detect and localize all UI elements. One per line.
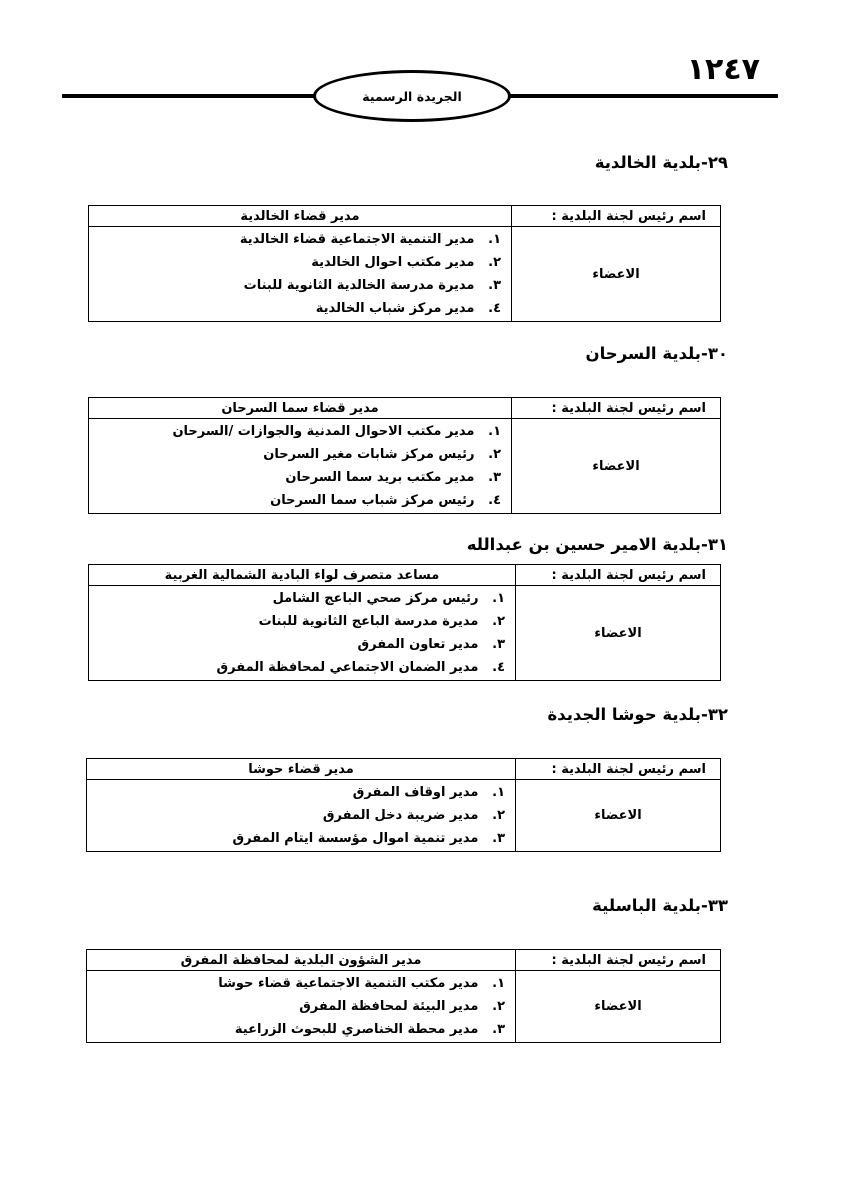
section-title-32: ٣٢-بلدية حوشا الجديدة bbox=[547, 705, 728, 724]
member-text: مديرة مدرسة الخالدية الثانوية للبنات bbox=[243, 278, 475, 293]
member-number: ١. bbox=[492, 591, 505, 606]
member-text: مدير الضمان الاجتماعي لمحافظة المفرق bbox=[216, 660, 479, 675]
list-item bbox=[93, 972, 505, 995]
member-number: ٢. bbox=[492, 614, 505, 629]
member-text: رئيس مركز شابات مغير السرحان bbox=[263, 447, 475, 462]
members-list bbox=[87, 971, 516, 1043]
members-row bbox=[89, 227, 721, 322]
members-row bbox=[87, 780, 721, 852]
section-title-29: ٢٩-بلدية الخالدية bbox=[594, 153, 728, 172]
chair-label: اسم رئيس لجنة البلدية : bbox=[516, 759, 721, 780]
members-row bbox=[87, 971, 721, 1043]
gazette-title-oval bbox=[313, 70, 511, 122]
member-text: مدير التنمية الاجتماعية قضاء الخالدية bbox=[239, 232, 475, 247]
chair-row bbox=[89, 206, 721, 227]
member-text: مدير البيئة لمحافظة المفرق bbox=[299, 999, 479, 1014]
municipality-table-31 bbox=[88, 564, 721, 681]
section-title-31: ٣١-بلدية الامير حسين بن عبدالله bbox=[466, 535, 728, 554]
gazette-title: الجريدة الرسمية bbox=[362, 88, 462, 104]
section-title-33: ٣٣-بلدية الباسلية bbox=[592, 896, 728, 915]
member-number: ٣. bbox=[492, 831, 505, 846]
member-text: رئيس مركز صحي الباعج الشامل bbox=[272, 591, 479, 606]
member-number: ٢. bbox=[488, 447, 501, 462]
members-list bbox=[89, 227, 512, 322]
list-item bbox=[95, 420, 501, 443]
member-number: ٣. bbox=[492, 637, 505, 652]
member-text: مدير اوقاف المفرق bbox=[352, 785, 479, 800]
list-item bbox=[95, 587, 505, 610]
chair-name: مدير الشؤون البلدية لمحافظة المفرق bbox=[87, 950, 516, 971]
members-label: الاعضاء bbox=[516, 971, 721, 1043]
members-list bbox=[89, 419, 512, 514]
member-number: ٣. bbox=[492, 1022, 505, 1037]
member-text: مدير محطة الخناصري للبحوث الزراعية bbox=[234, 1022, 479, 1037]
chair-row bbox=[89, 565, 721, 586]
member-number: ٤. bbox=[488, 301, 501, 316]
list-item bbox=[93, 995, 505, 1018]
member-number: ٣. bbox=[488, 278, 501, 293]
list-item bbox=[93, 1018, 505, 1041]
members-list bbox=[89, 586, 516, 681]
page-number: ١٢٤٧ bbox=[686, 52, 760, 87]
members-row bbox=[89, 586, 721, 681]
member-number: ٤. bbox=[488, 493, 501, 508]
municipality-table-32 bbox=[86, 758, 721, 852]
members-label: الاعضاء bbox=[512, 419, 721, 514]
list-item bbox=[95, 228, 501, 251]
member-number: ٣. bbox=[488, 470, 501, 485]
members-label: الاعضاء bbox=[512, 227, 721, 322]
chair-name: مدير قضاء حوشا bbox=[87, 759, 516, 780]
member-text: مدير مكتب التنمية الاجتماعية قضاء حوشا bbox=[218, 976, 479, 991]
members-label: الاعضاء bbox=[516, 586, 721, 681]
list-item bbox=[93, 781, 505, 804]
list-item bbox=[93, 827, 505, 850]
member-text: رئيس مركز شباب سما السرحان bbox=[270, 493, 475, 508]
member-number: ٢. bbox=[488, 255, 501, 270]
municipality-table-33 bbox=[86, 949, 721, 1043]
chair-label: اسم رئيس لجنة البلدية : bbox=[512, 398, 721, 419]
member-text: مدير ضريبة دخل المفرق bbox=[322, 808, 479, 823]
list-item bbox=[95, 443, 501, 466]
member-text: مدير مكتب احوال الخالدية bbox=[311, 255, 475, 270]
municipality-table-30 bbox=[88, 397, 721, 514]
chair-label: اسم رئيس لجنة البلدية : bbox=[512, 206, 721, 227]
member-number: ١. bbox=[488, 232, 501, 247]
chair-label: اسم رئيس لجنة البلدية : bbox=[516, 950, 721, 971]
list-item bbox=[95, 466, 501, 489]
chair-label: اسم رئيس لجنة البلدية : bbox=[516, 565, 721, 586]
member-number: ٤. bbox=[492, 660, 505, 675]
members-list bbox=[87, 780, 516, 852]
list-item bbox=[95, 489, 501, 512]
list-item bbox=[95, 656, 505, 679]
section-title-30: ٣٠-بلدية السرحان bbox=[585, 344, 728, 363]
chair-name: مساعد متصرف لواء البادية الشمالية الغربية bbox=[89, 565, 516, 586]
member-number: ٢. bbox=[492, 999, 505, 1014]
chair-row bbox=[87, 950, 721, 971]
member-text: مديرة مدرسة الباعج الثانوية للبنات bbox=[258, 614, 479, 629]
chair-name: مدير قضاء الخالدية bbox=[89, 206, 512, 227]
chair-row bbox=[89, 398, 721, 419]
chair-name: مدير قضاء سما السرحان bbox=[89, 398, 512, 419]
member-text: مدير تنمية اموال مؤسسة ايتام المفرق bbox=[232, 831, 479, 846]
member-text: مدير تعاون المفرق bbox=[357, 637, 479, 652]
member-number: ١. bbox=[492, 785, 505, 800]
chair-row bbox=[87, 759, 721, 780]
member-number: ٢. bbox=[492, 808, 505, 823]
list-item bbox=[93, 804, 505, 827]
member-text: مدير مركز شباب الخالدية bbox=[315, 301, 475, 316]
list-item bbox=[95, 251, 501, 274]
members-row bbox=[89, 419, 721, 514]
member-text: مدير مكتب بريد سما السرحان bbox=[285, 470, 475, 485]
member-number: ١. bbox=[492, 976, 505, 991]
list-item bbox=[95, 610, 505, 633]
member-text: مدير مكتب الاحوال المدنية والجوازات /السرحان bbox=[172, 424, 475, 439]
list-item bbox=[95, 633, 505, 656]
municipality-table-29 bbox=[88, 205, 721, 322]
member-number: ١. bbox=[488, 424, 501, 439]
members-label: الاعضاء bbox=[516, 780, 721, 852]
list-item bbox=[95, 274, 501, 297]
list-item bbox=[95, 297, 501, 320]
